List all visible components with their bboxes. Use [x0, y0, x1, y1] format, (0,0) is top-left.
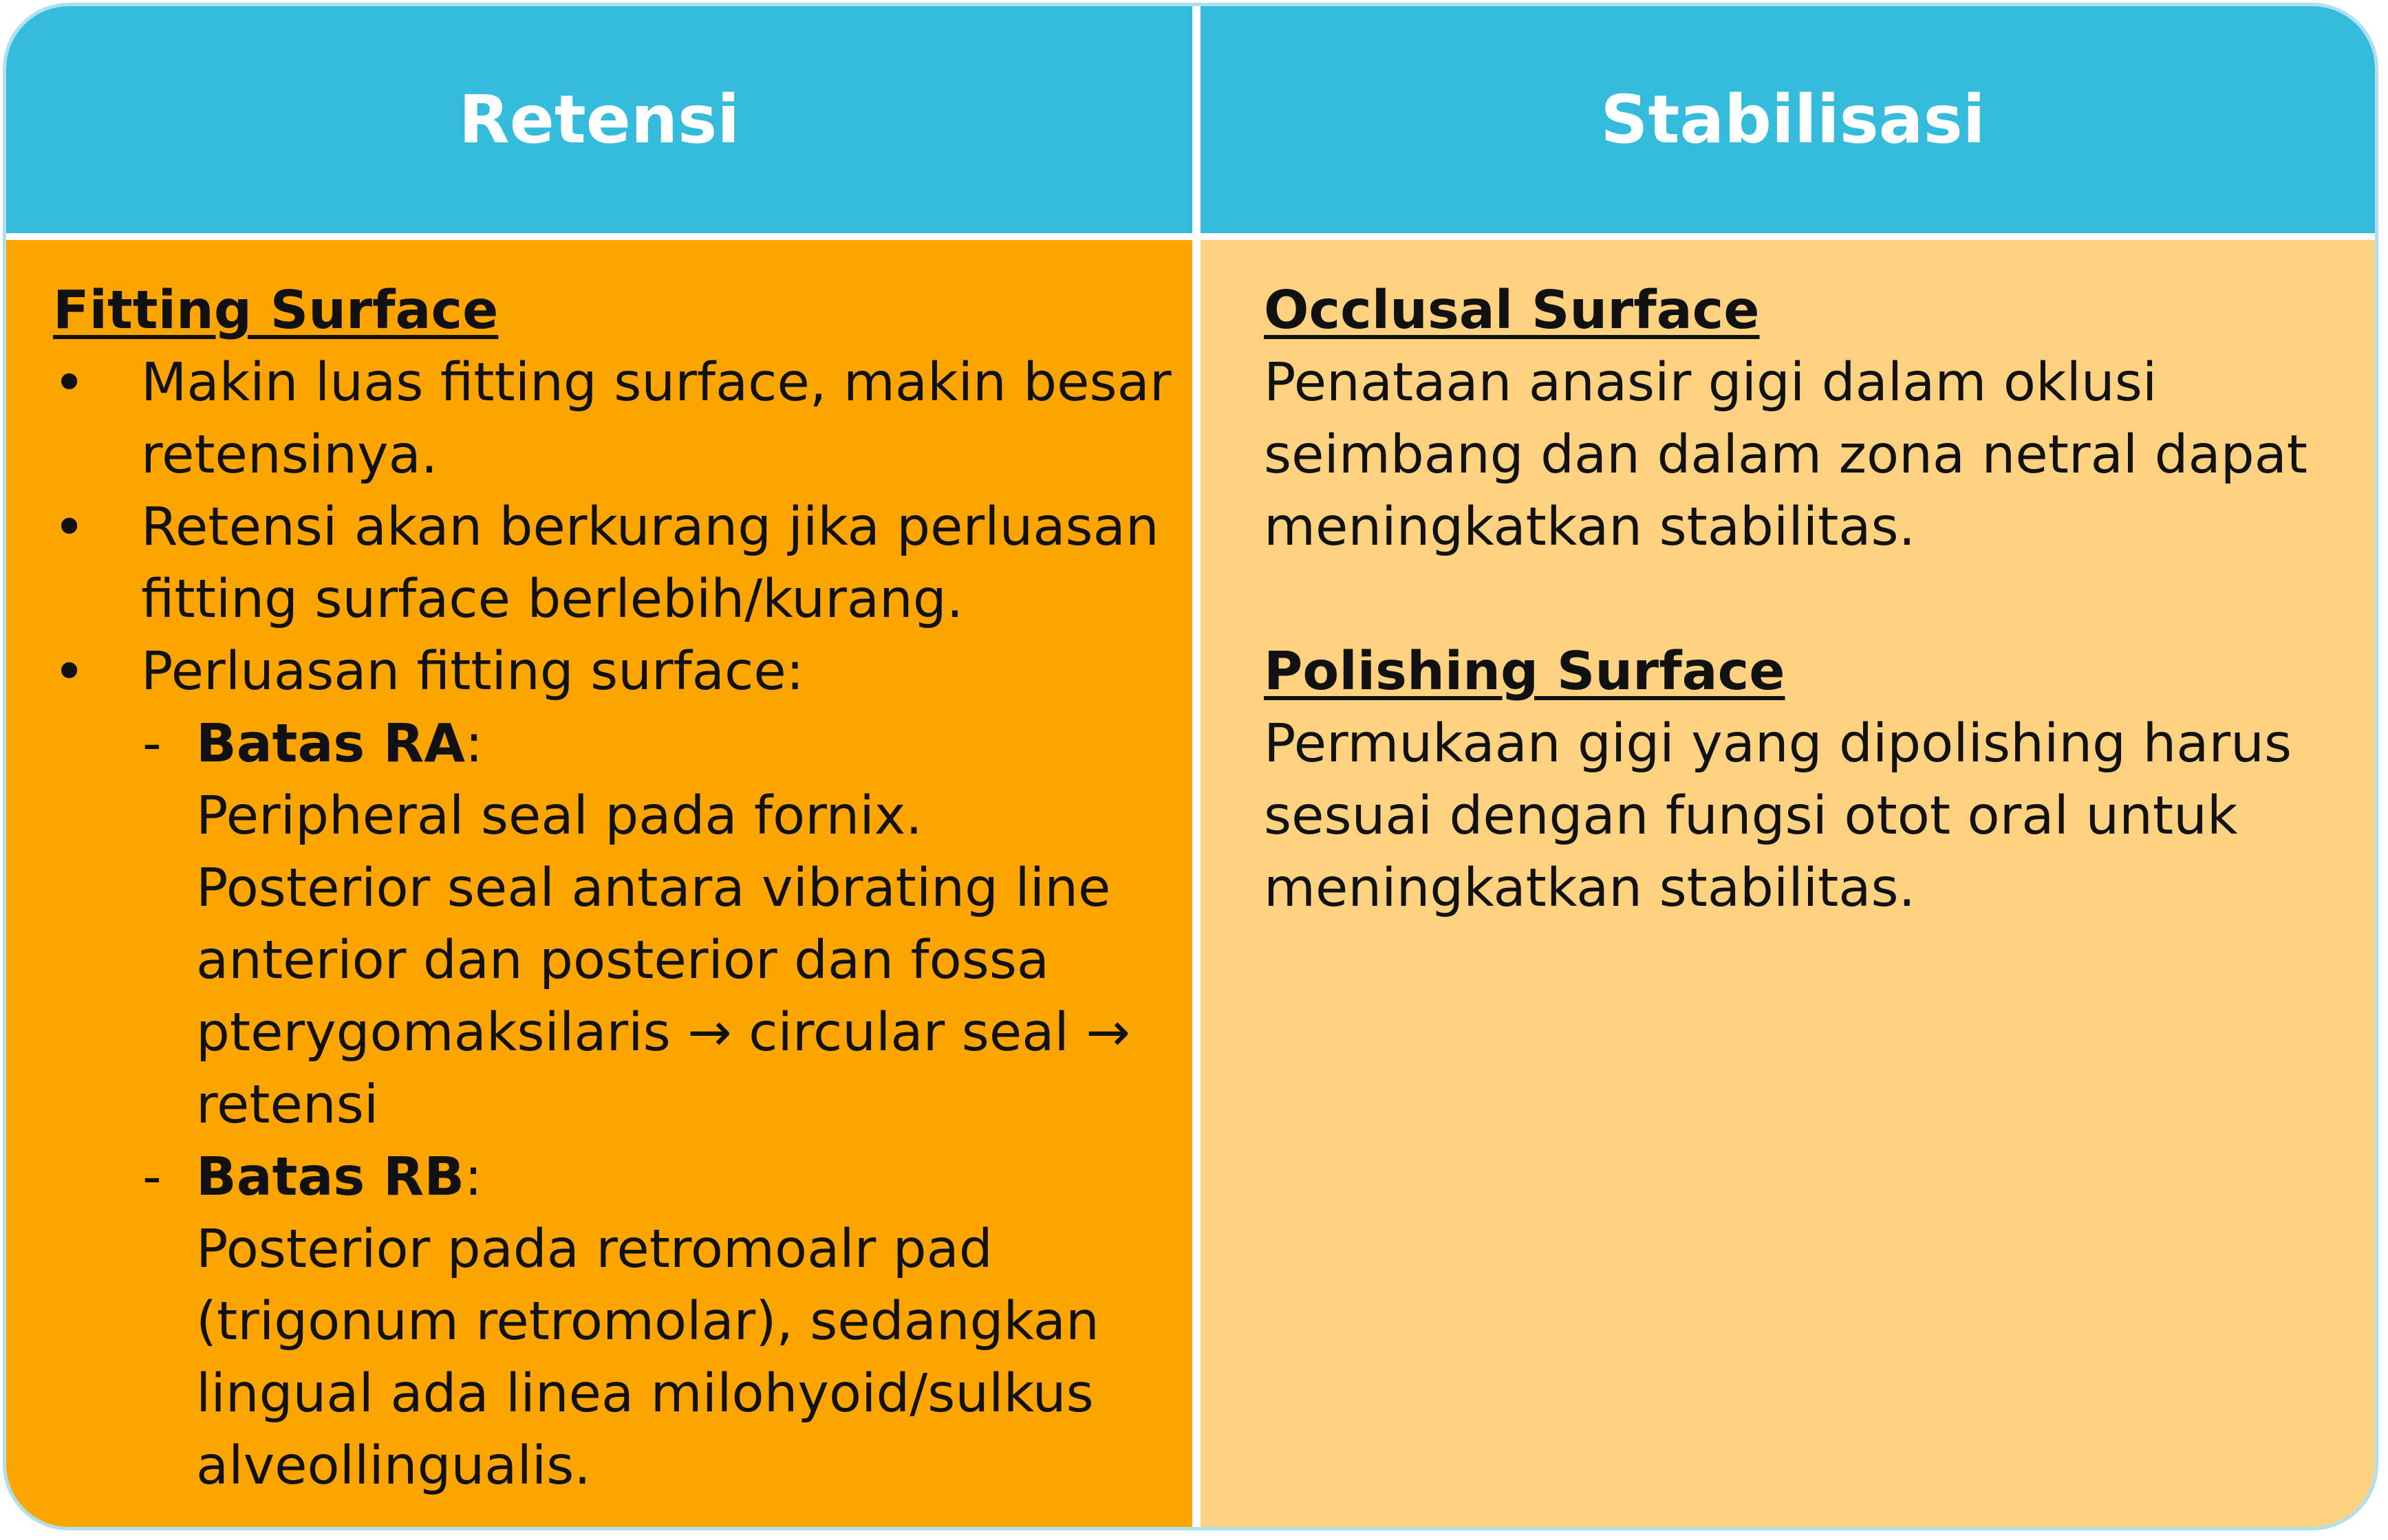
section-spacer: [1264, 563, 2358, 636]
occlusal-surface-title: Occlusal Surface: [1264, 280, 1760, 341]
batas-ra-line: Peripheral seal pada fornix.: [196, 785, 923, 847]
header-stabilisasi-label: Stabilisasi: [1600, 81, 1986, 158]
header-retensi: [6, 6, 1192, 233]
comparison-table: [3, 3, 2378, 1530]
bullet-item: • Makin luas fitting surface, makin besar retensinya.: [53, 347, 1179, 491]
sub-item-batas-ra: [141, 708, 1179, 1141]
stabilisasi-cell: [1201, 240, 2378, 1527]
batas-rb-line: Posterior pada retromoalr pad (trigonum retromolar), sedangkan lingual ada linea milohyoid/sulkus alveollingualis.: [196, 1219, 1099, 1497]
polishing-surface-text: Permukaan gigi yang dipolishing harus sesuai dengan fungsi otot oral untuk meningkatkan stabilitas.: [1264, 713, 2292, 919]
batas-ra-label: Batas RA: [196, 713, 465, 774]
bullet-item: • Retensi akan berkurang jika perluasan fitting surface berlebih/kurang.: [53, 491, 1179, 636]
header-retensi-label: Retensi: [458, 81, 740, 158]
retensi-cell: [6, 240, 1192, 1527]
retensi-bullet-list: [53, 347, 1179, 1502]
batas-rb-colon: :: [464, 1147, 482, 1208]
header-stabilisasi: [1201, 6, 2378, 233]
batas-ra-line: Posterior seal antara vibrating line anterior dan posterior dan fossa pterygomaksilaris → circular seal → retensi: [196, 858, 1130, 1136]
bullet-item: [53, 636, 1179, 1502]
batas-rb-label: Batas RB: [196, 1147, 465, 1208]
perluasan-sub-list: [141, 708, 1179, 1502]
batas-ra-colon: :: [464, 713, 483, 774]
fitting-surface-title: Fitting Surface: [53, 280, 499, 341]
polishing-surface-title: Polishing Surface: [1264, 641, 1785, 702]
sub-item-batas-rb: [141, 1141, 1179, 1502]
occlusal-surface-text: Penataan anasir gigi dalam oklusi seimbang dan dalam zona netral dapat meningkatkan stabilitas.: [1264, 352, 2308, 558]
bullet-item-text: Perluasan fitting surface:: [141, 641, 804, 702]
